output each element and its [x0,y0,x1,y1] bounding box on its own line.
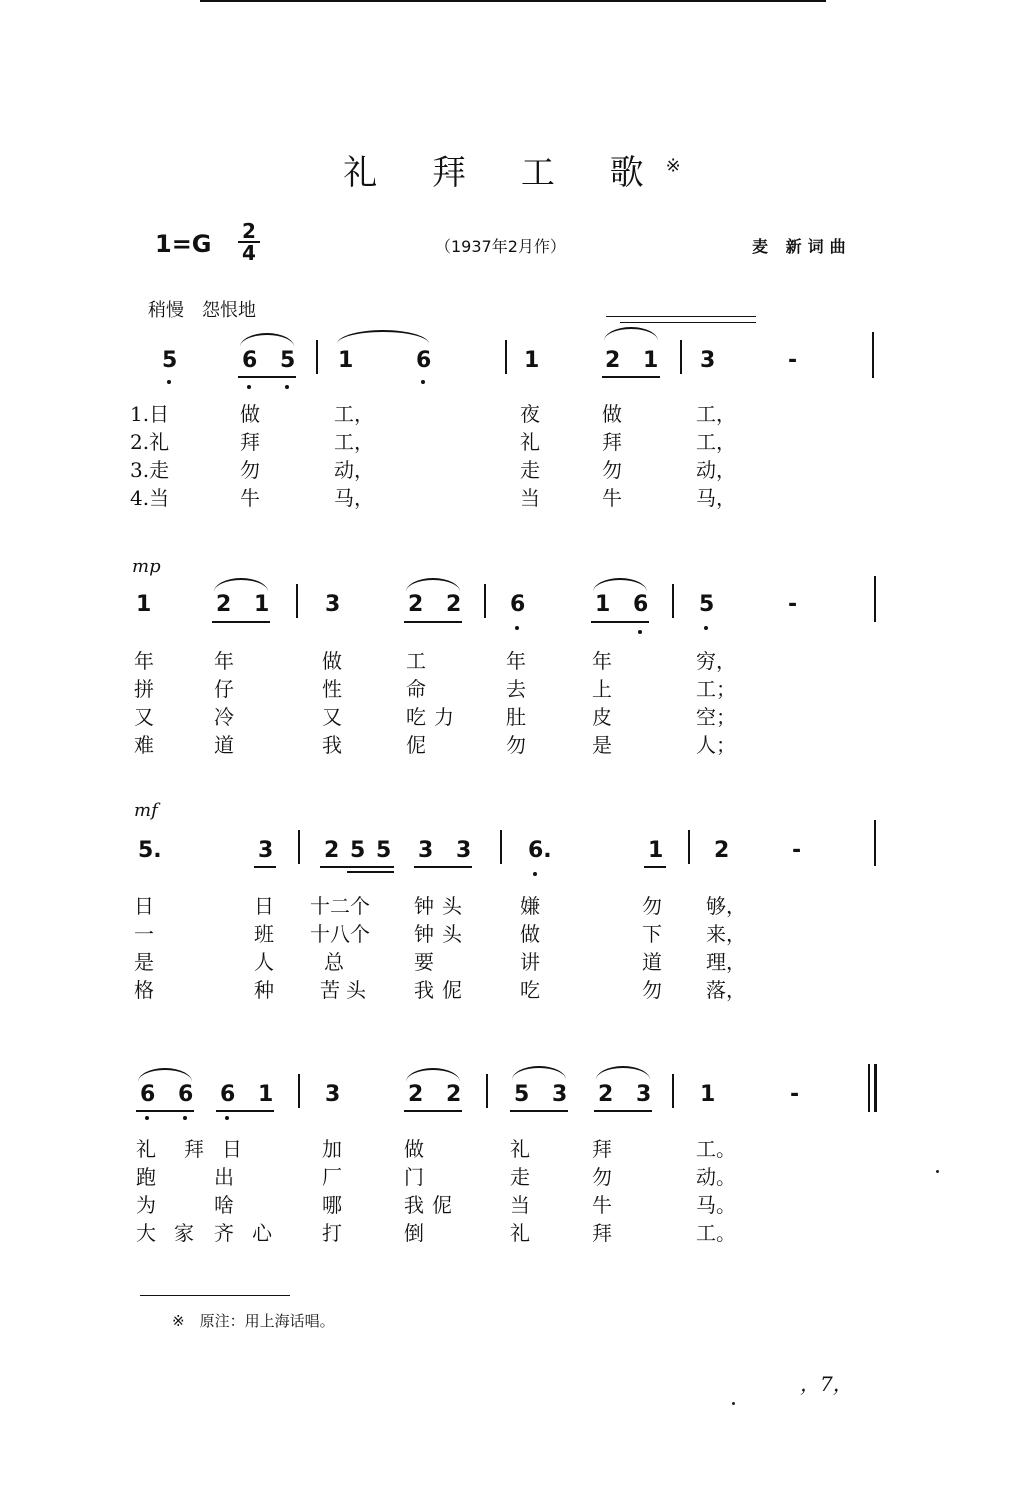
lyric: 人 [254,950,274,974]
lyric: 难 [134,733,154,757]
underline [644,866,666,868]
final-barline-thick [874,1064,877,1112]
underline [602,376,660,378]
note: 6 [178,1082,194,1107]
octave-dot [167,380,171,384]
note: 2 [446,592,462,617]
lyric: 拜 [592,1137,612,1161]
note: 1 [254,592,270,617]
lyric: 十八个 [310,922,370,946]
underline [510,1110,568,1112]
lyric: 4.当 [130,486,170,510]
note: 2 [216,592,232,617]
lyric: 勿 [642,894,662,918]
lyric: 十二个 [310,894,370,918]
lyric: 勿 [592,1165,612,1189]
lyric: 我伲 [404,1193,460,1217]
dynamic-marking: mp [132,556,161,577]
song-title [0,145,1024,194]
lyric: 我 [322,733,342,757]
underline [212,621,270,623]
slur [512,1066,566,1080]
lyric: 马， [334,486,374,510]
lyric: 吃 [520,978,540,1002]
octave-dot [421,380,425,384]
slur [406,1068,460,1082]
note: 6 [220,1082,236,1107]
lyric: 又 [134,705,154,729]
note: 3 [636,1082,652,1107]
lyric: 去 [506,677,526,701]
barline [486,1074,488,1108]
lyric: 门 [404,1165,424,1189]
top-rule [200,0,826,2]
lyric: 拜 [602,430,622,454]
octave-dot [638,630,642,634]
octave-dot [704,626,708,630]
lyric: 2.礼 [130,430,170,454]
underline [238,376,296,378]
lyric: 格 [134,978,154,1002]
lyric: 冷 [214,705,234,729]
note: 1 [338,348,354,373]
underline [414,866,472,868]
underline [594,1110,652,1112]
lyric: 礼 [136,1137,156,1161]
lyric: 拼 [134,677,154,701]
note: 5 [699,592,715,617]
lyric: 种 [254,978,274,1002]
lyric: 勿 [240,458,260,482]
credit: 麦 新词曲 [752,237,852,256]
lyric: 礼 [510,1221,530,1245]
time-signature-bottom: 4 [242,241,256,265]
lyric: 做 [404,1137,424,1161]
lyric: 吃力 [406,705,462,729]
final-barline-thin [868,1064,870,1112]
slur [593,578,647,592]
note: 1 [524,348,540,373]
lyric: 伲 [406,733,426,757]
note: 3 [325,1082,341,1107]
lyric: 加 [322,1137,342,1161]
lyric: 跑 [136,1165,156,1189]
underline [591,621,649,623]
lyric: 工； [696,677,736,701]
lyric: 做 [602,402,622,426]
lyric: 为 [136,1193,156,1217]
footnote-mark: ※ [665,155,681,177]
lyric: 牛 [592,1193,612,1217]
slur [406,578,460,592]
lyric: 打 [322,1221,342,1245]
lyric: 做 [520,922,540,946]
note: - [788,592,798,617]
note: 6 [416,348,432,373]
lyric: 动， [334,458,374,482]
lyric: 要 [414,950,434,974]
note: 1 [648,838,664,863]
slur [337,330,429,344]
lyric: 哪 [322,1193,342,1217]
lyric: 肚 [506,705,526,729]
lyric: 是 [592,733,612,757]
note: 3 [258,838,274,863]
lyric: 马。 [696,1193,736,1217]
note: 5 [162,348,178,373]
lyric: 马， [696,486,736,510]
lyric: 勿 [506,733,526,757]
slur [240,333,294,347]
barline [505,340,507,374]
slur [604,327,658,341]
lyric: 一 [134,922,154,946]
note: 1 [258,1082,274,1107]
underline [404,621,462,623]
note: 1 [595,592,611,617]
barline [672,584,674,618]
song-title-text: 礼 拜 工 歌 [343,153,666,193]
note: 5. [138,838,162,863]
lyric: 大家 [136,1221,212,1245]
barline [484,584,486,618]
lyric: 我伲 [414,978,470,1002]
lyric: 动， [696,458,736,482]
octave-dot [145,1116,149,1120]
note: 2 [324,838,340,863]
lyric: 1.日 [130,402,170,426]
lyric: 年 [506,649,526,673]
lyric: 当 [510,1193,530,1217]
underline [320,866,394,868]
slur [138,1068,192,1082]
lyric: 是 [134,950,154,974]
lyric: 拜日 [184,1137,260,1161]
note: 6 [242,348,258,373]
lyric: 厂 [322,1165,342,1189]
lyric: 工， [696,430,736,454]
barline [688,830,690,864]
note: 2 [605,348,621,373]
tempo-marking: 稍慢 怨恨地 [148,300,256,321]
scan-speck [936,1170,939,1173]
lyric: 道 [642,950,662,974]
note: 6 [633,592,649,617]
barline [672,1074,674,1108]
lyric: 工， [696,402,736,426]
lyric: 拜 [240,430,260,454]
note: 2 [408,1082,424,1107]
composition-date: （1937年2月作） [435,237,566,256]
octave-dot [533,872,537,876]
dynamic-marking: mf [134,800,158,821]
note: 1 [136,592,152,617]
lyric: 当 [520,486,540,510]
note: 2 [598,1082,614,1107]
note: 5 [376,838,392,863]
octave-dot [183,1116,187,1120]
time-signature-top: 2 [242,219,256,243]
lyric: 倒 [404,1221,424,1245]
underline [136,1110,194,1112]
lyric: 性 [322,677,342,701]
lyric: 嫌 [520,894,540,918]
barline [874,820,876,866]
note: 3 [456,838,472,863]
lyric: 日 [134,894,154,918]
note: 3 [325,592,341,617]
lyric: 礼 [510,1137,530,1161]
note: 6 [510,592,526,617]
lyric: 工。 [696,1221,736,1245]
lyric: 日 [254,894,274,918]
octave-dot [515,626,519,630]
lyric: 3.走 [130,458,170,482]
barline [298,830,300,864]
key-signature: 1=G [155,230,212,258]
lyric: 动。 [696,1165,736,1189]
note: - [792,838,802,863]
note: 3 [418,838,434,863]
note: 1 [643,348,659,373]
barline [872,332,874,378]
lyric: 勿 [602,458,622,482]
lyric: 钟头 [414,922,470,946]
lyric: 牛 [240,486,260,510]
barline [298,1074,300,1108]
lyric: 够， [706,894,746,918]
lyric: 讲 [520,950,540,974]
lyric: 工。 [696,1137,736,1161]
lyric: 工 [406,649,426,673]
note: 2 [446,1082,462,1107]
note: 5 [280,348,296,373]
lyric: 钟头 [414,894,470,918]
lyric: 拜 [592,1221,612,1245]
lyric: 下 [642,922,662,946]
lyric: 来， [706,922,746,946]
lyric: 人； [696,733,736,757]
underline [216,1110,274,1112]
note: 6 [140,1082,156,1107]
lyric: 仔 [214,677,234,701]
note: 1 [700,1082,716,1107]
lyric: 礼 [520,430,540,454]
barline [500,830,502,864]
lyric: 走 [510,1165,530,1189]
scan-speck [732,1402,735,1405]
lyric: 夜 [520,402,540,426]
slur [214,578,268,592]
decorative-line [606,316,756,317]
lyric: 苦头 [320,978,372,1002]
lyric: 又 [322,705,342,729]
lyric: 命 [406,677,426,701]
underline [254,866,276,868]
barline [874,576,876,622]
decorative-line [620,322,756,323]
lyric: 做 [322,649,342,673]
lyric: 年 [592,649,612,673]
lyric: 走 [520,458,540,482]
lyric: 空； [696,705,736,729]
note: 5 [514,1082,530,1107]
note: - [790,1082,800,1107]
note: 2 [714,838,730,863]
lyric: 上 [592,677,612,701]
lyric: 皮 [592,705,612,729]
lyric: 做 [240,402,260,426]
note: 5 [350,838,366,863]
lyric: 总 [324,950,344,974]
page-number: ，7， [800,1372,853,1396]
footnote: ※ 原注：用上海话唱。 [172,1312,335,1330]
underline [404,1110,462,1112]
slur [596,1066,650,1080]
barline [296,584,298,618]
octave-dot [225,1116,229,1120]
lyric: 年 [134,649,154,673]
lyric: 道 [214,733,234,757]
barline [680,340,682,374]
note: 2 [408,592,424,617]
footnote-rule [140,1295,290,1296]
note: 3 [700,348,716,373]
lyric: 穷， [696,649,736,673]
underline [347,871,394,873]
lyric: 落， [706,978,746,1002]
lyric: 牛 [602,486,622,510]
lyric: 出 [214,1165,234,1189]
time-signature [238,219,260,265]
lyric: 齐心 [214,1221,290,1245]
lyric: 理， [706,950,746,974]
octave-dot [247,385,251,389]
note: - [788,348,798,373]
lyric: 工， [334,402,374,426]
lyric: 勿 [642,978,662,1002]
lyric: 年 [214,649,234,673]
lyric: 啥 [214,1193,234,1217]
note: 3 [552,1082,568,1107]
barline [316,340,318,374]
octave-dot [285,385,289,389]
lyric: 班 [254,922,274,946]
note: 6. [528,838,552,863]
lyric: 工， [334,430,374,454]
